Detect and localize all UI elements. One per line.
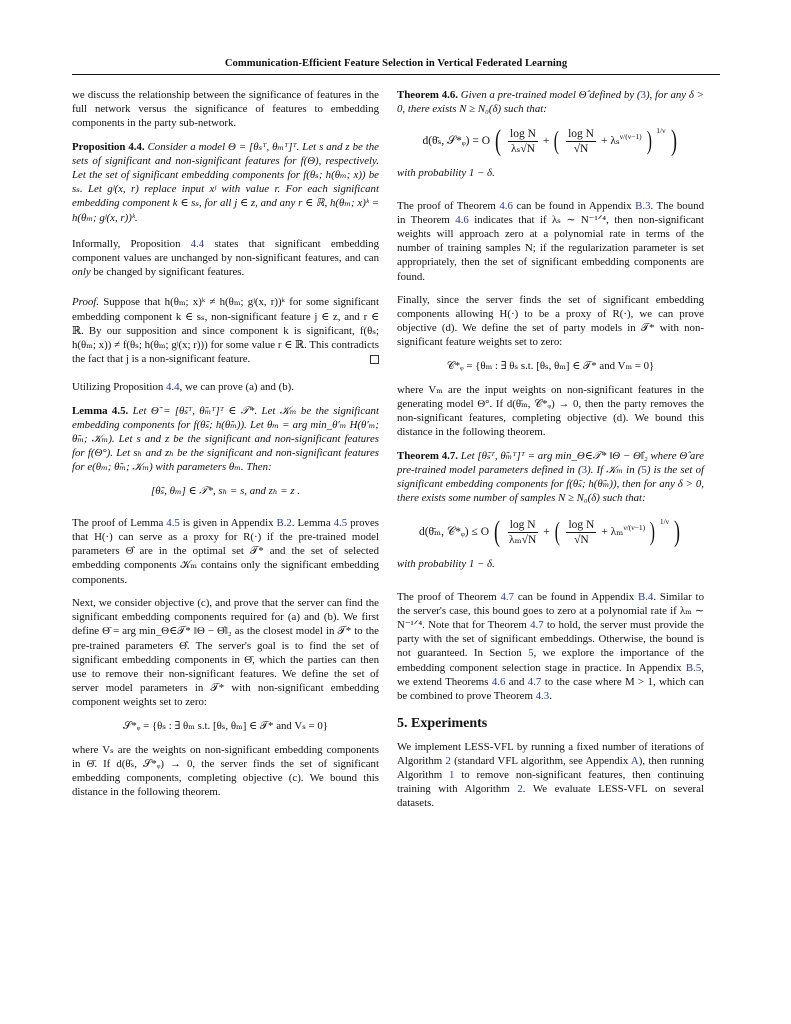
eq-lhs: d(θ̄ₘ, 𝒞*ᵩ) ≤ O — [418, 526, 490, 539]
proposition-label: Proposition 4.4. — [72, 140, 145, 153]
emphasis: only — [72, 266, 91, 279]
server-set-equation: 𝒮*ᵩ = {θₛ : ∃ θₘ s.t. [θₛ, θₘ] ∈ 𝒯* and Vₛ = 0} — [122, 719, 329, 732]
ref-link-thm-4-6[interactable]: 4.6 — [455, 213, 469, 226]
ref-link-thm-4-7[interactable]: 4.7 — [530, 619, 544, 632]
ref-link-appendix-b2[interactable]: B.2 — [276, 516, 292, 529]
lemma-text: Let Θ̃ = [θ̃ₛᵀ, θ̃ₘᵀ]ᵀ ∈ 𝒯*. Let 𝒦ₘ be the significant embedding components for f(θ̃ₛ; h(θ̃ₘ)). Let θₘ = arg min_θ′ₘ H(θ′ₘ; θ̃ₘ; 𝒦ₘ). Let s and z be the significant and non-significant features for f(Θ°). Let sₕ and zₕ be the significant and non-significant features for e(θₘ; θ̃ₘ; 𝒦ₘ) with parameters θₘ. Then: — [72, 404, 379, 474]
text: , we explore the importance of the embedding component selection stage in practice. In Appendix — [397, 647, 704, 674]
ref-link-prop-4-4[interactable]: 4.4 — [190, 237, 205, 250]
qed-square-icon — [370, 355, 379, 364]
exponent: ν/(ν−1) — [623, 523, 646, 533]
denominator: λₘ√N — [509, 533, 537, 546]
ref-link-eq-5[interactable]: 5 — [641, 463, 647, 476]
ref-link-algorithm-2[interactable]: 2 — [445, 754, 451, 767]
text: to the case where M > 1, which can be combined to prove Theorem — [397, 675, 704, 703]
proof-paragraph — [72, 295, 379, 366]
theorem-label: Theorem 4.6. — [397, 89, 458, 101]
text: Informally, Proposition — [72, 237, 191, 250]
text: The proof of Theorem — [397, 590, 501, 603]
right-paren: ) — [674, 515, 681, 549]
text: The proof of Theorem — [397, 199, 500, 212]
text: , we extend Theorems — [397, 661, 704, 688]
left-paren: ( — [554, 126, 560, 156]
intro-paragraph: we discuss the relationship between the significance of features in the full network versus the significance of features to embedding components in the party sub-network. — [72, 89, 379, 130]
thm46-proof-paragraph — [397, 199, 704, 284]
ref-link-thm-4-6[interactable]: 4.6 — [499, 199, 513, 212]
header-rule — [72, 74, 720, 75]
ref-link-appendix-a[interactable]: A — [630, 754, 639, 767]
theorem-4-7 — [397, 449, 704, 506]
running-header: Communication-Efficient Feature Selection in Vertical Federated Learning — [224, 58, 568, 69]
ref-link-eq-3[interactable]: 3 — [640, 89, 646, 101]
text: . The bound in Theorem — [397, 199, 704, 226]
ref-link-appendix-b4[interactable]: B.4 — [637, 590, 654, 603]
numerator: log N — [568, 518, 595, 531]
experiments-paragraph — [397, 740, 704, 811]
exponent: ν/(ν−1) — [619, 132, 642, 142]
text: . Similar to the server's case, this bound goes to zero at a polynomial rate if λₘ ∼ N⁻¹ᐟ⁴. Note that for Theorem — [397, 590, 704, 632]
fraction — [508, 127, 538, 156]
lemma-4-5 — [72, 404, 379, 475]
ref-link-algorithm-2[interactable]: 2 — [517, 783, 523, 796]
thm47-proof-paragraph — [397, 590, 704, 704]
lambda: + λₘ — [601, 526, 624, 539]
ref-link-thm-4-7[interactable]: 4.7 — [527, 675, 542, 688]
fraction — [566, 127, 596, 156]
eq-lhs: d(θ̄ₛ, 𝒮*ᵩ) = O — [422, 135, 491, 148]
fraction — [566, 518, 596, 547]
text: to hold, the server must provide the party with the set of significant embeddings. Otherwise, the bound is not guaranteed. In Section — [397, 619, 704, 660]
theorem-text: Given a pre-trained model Θ̂ defined by ( — [460, 89, 641, 101]
left-paren: ( — [494, 515, 501, 549]
theorem-4-6-equation: d(θ̄ₛ, 𝒮*ᵩ) = O ( $\frac{\text{log N}}{\text{λₛ√N}}$ + ( $\frac{\text{log N}}{√N}$ + λₛ$^{\nu/(\nu-1)}$ ) $^{1/\nu}$ ) — [422, 124, 677, 158]
text: to remove non-significant features, then continuing training with Algorithm — [397, 768, 704, 796]
lemma-equation: [θ̃ₛ, θₘ] ∈ 𝒯*, sₕ = s, and zₕ = z . — [151, 484, 300, 497]
text: indicates that if λₛ ∼ N⁻¹ᐟ⁴, then non-significant weights will approach zero at a polynomial rate in terms of the number of training samples N; if the regularization parameter is set appropriately, then the set of significant embedding components are found. — [397, 213, 704, 283]
ref-link-lemma-4-5[interactable]: 4.5 — [166, 516, 180, 529]
text: proves that H(·) can serve as a proxy for R(·) if the pre-trained model parameters Θ̂ are in the optimal set 𝒯* and the set of selected embedding components 𝒦ₘ contains only the significant embedding components. — [72, 516, 379, 586]
denominator: √N — [573, 142, 589, 155]
text: . We evaluate LESS-VFL on several datasets. — [397, 783, 704, 810]
party-set-equation: 𝒞*ᵩ = {θₘ : ∃ θₛ s.t. [θₛ, θₘ] ∈ 𝒯* and Vₘ = 0} — [446, 359, 655, 372]
right-paren: ) — [670, 124, 677, 158]
finally-paragraph: Finally, since the server finds the set of significant embedding components allowing H(·) to be a proxy of R(·), we can prove objective (d). We define the set of party models in 𝒯* with non-significant feature weights set to zero: — [397, 293, 704, 349]
theorem-text: ), for any δ > 0, there exists N ≥ N₀(δ) such that: — [397, 89, 704, 116]
left-column — [72, 88, 379, 809]
numerator: log N — [510, 127, 536, 140]
left-paren: ( — [554, 517, 560, 547]
text: , we can prove (a) and (b). — [179, 381, 294, 394]
text: (standard VFL algorithm, see Appendix — [450, 754, 631, 767]
text: . Lemma — [291, 516, 334, 529]
proposition-4-4 — [72, 140, 379, 225]
where-vm-paragraph: where Vₘ are the input weights on non-significant features in the generating model Θ°. If d(θ̄ₘ, 𝒞*ᵩ) → 0, then the party removes the non-significant features, completing objective (d). We bound this distance in the following theorem. — [397, 383, 704, 439]
ref-link-section-5[interactable]: 5 — [528, 647, 534, 660]
text: . — [549, 690, 552, 703]
text: can be found in Appendix — [512, 199, 636, 212]
ref-link-appendix-b3[interactable]: B.3 — [635, 199, 651, 212]
text: and — [505, 675, 528, 688]
lambda: + λₛ — [600, 135, 620, 148]
theorem-label: Theorem 4.7. — [397, 449, 459, 462]
probability-statement: with probability 1 − δ. — [397, 558, 495, 571]
ref-link-appendix-b5[interactable]: B.5 — [685, 661, 702, 674]
theorem-4-7-equation: d(θ̄ₘ, 𝒞*ᵩ) ≤ O ( $\frac{\text{log N}}{\text{λₘ√N}}$ + ( $\frac{\text{log N}}{√N}$ + λₘ$^{\nu/(\nu-1)}$ ) $^{1/\nu}$ ) — [418, 515, 681, 549]
ref-link-thm-4-3[interactable]: 4.3 — [535, 690, 550, 703]
proposition-text: Consider a model Θ = [θₛᵀ, θₘᵀ]ᵀ. Let s and z be the sets of significant and non-significant features for f(Θ), respectively. Let the set of significant embedding components for f(θₛ; h(θₘ; x)) be sₛ. Let gʲ(x, r) replace input xʲ with value r. For each significant embedding component k ∈ sₛ, for all j ∈ z, and any r ∈ ℝ, h(θₘ; x)ᵏ = h(θₘ; gʲ(x, r))ᵏ. — [72, 140, 379, 224]
theorem-text: ). If 𝒦ₘ in ( — [587, 463, 642, 476]
lemma-label: Lemma 4.5. — [72, 404, 129, 417]
text: Utilizing Proposition — [72, 381, 166, 394]
text: is given in Appendix — [179, 516, 277, 529]
theorem-text: ) is the set of significant embedding components for f(θ̃ₛ; h(θ̃ₘ)), then for any δ > 0, there exists some number of samples N ≥ N₀(δ) such that: — [397, 463, 705, 505]
section-heading-experiments: 5. Experiments — [397, 716, 488, 732]
ref-link-lemma-4-5[interactable]: 4.5 — [333, 516, 348, 529]
ref-link-eq-3[interactable]: 3 — [581, 463, 588, 476]
where-vs-paragraph: where Vₛ are the weights on non-significant embedding components in Θ̄. If d(θ̄ₛ, 𝒮*ᵩ) → 0, the server finds the set of significant embedding components, completing objective (c). We bound this distance in the following theorem. — [72, 743, 379, 799]
objective-c-paragraph: Next, we consider objective (c), and prove that the server can find the significant embedding components required for (a) and (b). We first define Θ̄ = arg min_Θ∈𝒯* ‖Θ − Θ̂‖₂ as the closest model in 𝒯* to the pre-trained parameters Θ̂. The server's goal is to find the set of significant embedding components in Θ̄, which the parties can then use to remove their non-significant features. We define the set of server model parameters in 𝒯* with non-significant embedding component weights set to zero: — [72, 596, 379, 709]
numerator: log N — [568, 127, 594, 140]
right-paren: ) — [649, 517, 656, 547]
theorem-4-6 — [397, 88, 704, 116]
right-column — [397, 88, 704, 820]
lemma-proof-paragraph — [72, 516, 379, 587]
right-paren: ) — [646, 126, 652, 156]
fraction — [507, 518, 538, 547]
informal-paragraph — [72, 237, 379, 280]
text: can be found in Appendix — [514, 590, 638, 603]
ref-link-algorithm-1[interactable]: 1 — [449, 768, 455, 781]
plus: + — [543, 526, 550, 539]
left-paren: ( — [495, 124, 502, 158]
text: The proof of Lemma — [72, 516, 167, 529]
denominator: λₛ√N — [510, 142, 536, 155]
text: be changed by significant features. — [90, 266, 245, 279]
text: states that significant embedding component values are unchanged by non-significant features, and can — [72, 237, 380, 265]
numerator: log N — [509, 518, 536, 531]
text: We implement LESS-VFL by running a fixed number of iterations of Algorithm — [397, 740, 704, 767]
text: ), then running Algorithm — [397, 754, 704, 781]
probability-statement: with probability 1 − δ. — [397, 167, 495, 180]
proof-label: Proof. — [72, 296, 100, 309]
proof-text: Suppose that h(θₘ; x)ᵏ ≠ h(θₘ; gʲ(x, r))ᵏ for some significant embedding component k ∈ sₛ, non-significant feature j ∈ z, and r ∈ ℝ. By our supposition and since component k is significant, f(θₛ; h(θₘ; x)) ≠ f(θₛ; h(θₘ; gʲ(x; r))) for some value r ∈ ℝ. This contradicts the fact that j is a non-significant feature. — [72, 296, 379, 366]
denominator: √N — [574, 533, 589, 546]
lambda-term — [601, 525, 645, 539]
utilizing-paragraph — [72, 380, 379, 394]
ref-link-thm-4-7[interactable]: 4.7 — [500, 590, 515, 603]
ref-link-thm-4-6[interactable]: 4.6 — [491, 675, 506, 688]
theorem-text: Let [θ̃ₛᵀ, θ̃ₘᵀ]ᵀ = arg min_Θ∈𝒯* ‖Θ − Θ̂‖₂ where Θ̂ are pre-trained model parameters defined in ( — [397, 449, 704, 476]
ref-link-prop-4-4[interactable]: 4.4 — [165, 381, 180, 394]
lambda-term — [601, 134, 642, 148]
plus: + — [542, 135, 550, 148]
